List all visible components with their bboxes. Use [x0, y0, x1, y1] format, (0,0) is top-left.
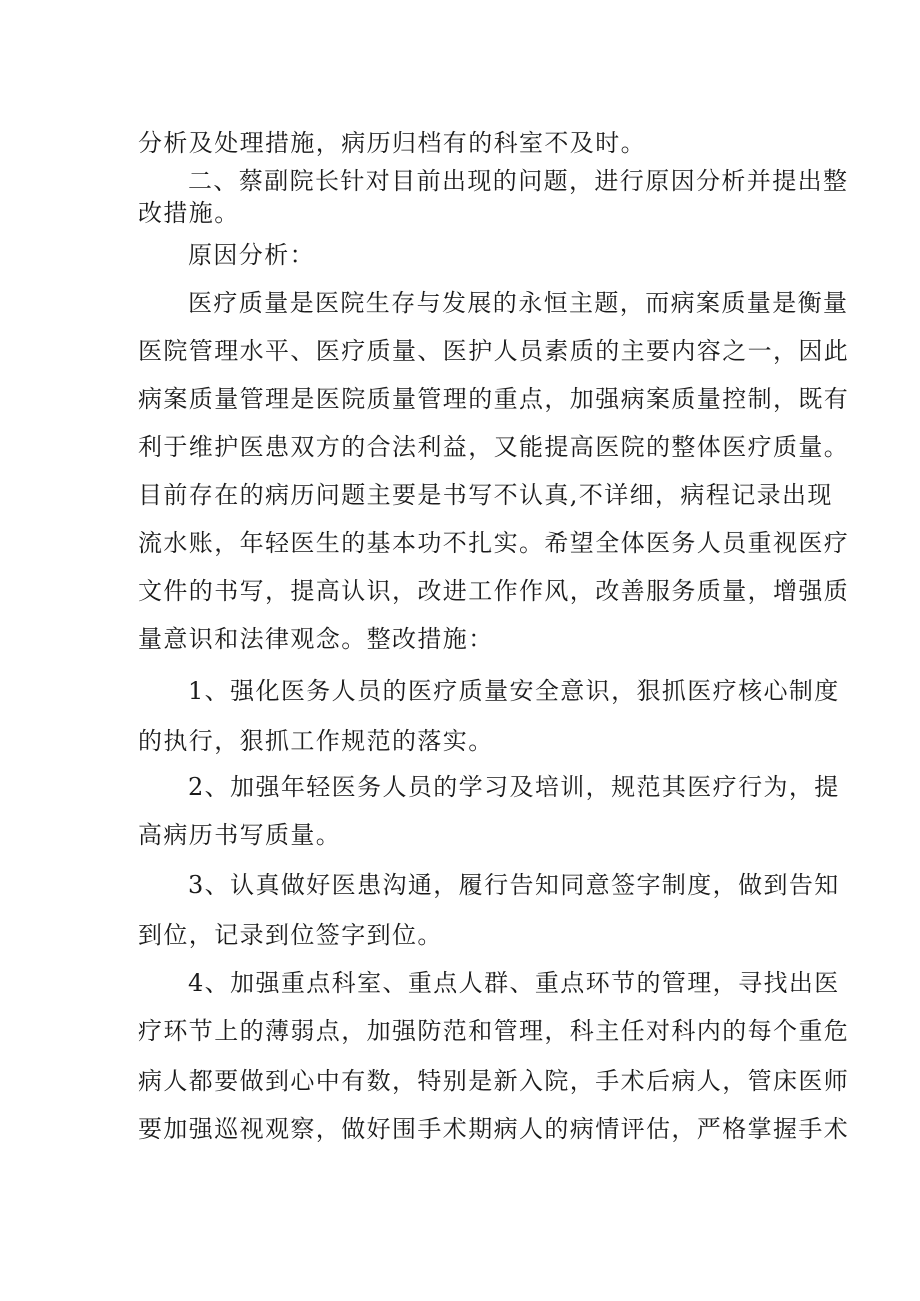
text-line: 利于维护医患双方的合法利益，又能提高医院的整体医疗质量。 [138, 433, 850, 461]
text-line: 量意识和法律观念。整改措施： [138, 625, 494, 653]
text-line: 改措施。 [138, 199, 240, 227]
text-line: 医院管理水平、医疗质量、医护人员素质的主要内容之一，因此 [138, 337, 850, 365]
text-line: 目前存在的病历问题主要是书写不认真,不详细，病程记录出现 [138, 481, 833, 509]
text-line: 文件的书写，提高认识，改进工作作风，改善服务质量，增强质 [138, 577, 850, 605]
text-line: 疗环节上的薄弱点，加强防范和管理，科主任对科内的每个重危 [138, 1017, 850, 1045]
text-line: 病人都要做到心中有数，特别是新入院，手术后病人，管床医师 [138, 1067, 850, 1095]
text-line: 2、加强年轻医务人员的学习及培训，规范其医疗行为，提 [188, 773, 840, 801]
text-line: 流水账，年轻医生的基本功不扎实。希望全体医务人员重视医疗 [138, 529, 850, 557]
text-line: 要加强巡视观察，做好围手术期病人的病情评估，严格掌握手术 [138, 1115, 850, 1143]
text-line: 4、加强重点科室、重点人群、重点环节的管理，寻找出医 [188, 969, 840, 997]
text-line: 原因分析： [188, 241, 315, 269]
text-line: 高病历书写质量。 [138, 821, 342, 849]
text-line: 3、认真做好医患沟通，履行告知同意签字制度，做到告知 [188, 871, 840, 899]
text-line: 医疗质量是医院生存与发展的永恒主题，而病案质量是衡量 [188, 289, 849, 317]
text-line: 1、强化医务人员的医疗质量安全意识，狠抓医疗核心制度 [188, 677, 840, 705]
text-line: 分析及处理措施，病历归档有的科室不及时。 [138, 129, 646, 157]
text-line: 病案质量管理是医院质量管理的重点，加强病案质量控制，既有 [138, 385, 850, 413]
text-line: 二、蔡副院长针对目前出现的问题，进行原因分析并提出整 [188, 167, 849, 195]
text-line: 的执行，狠抓工作规范的落实。 [138, 727, 494, 755]
text-line: 到位，记录到位签字到位。 [138, 921, 443, 949]
